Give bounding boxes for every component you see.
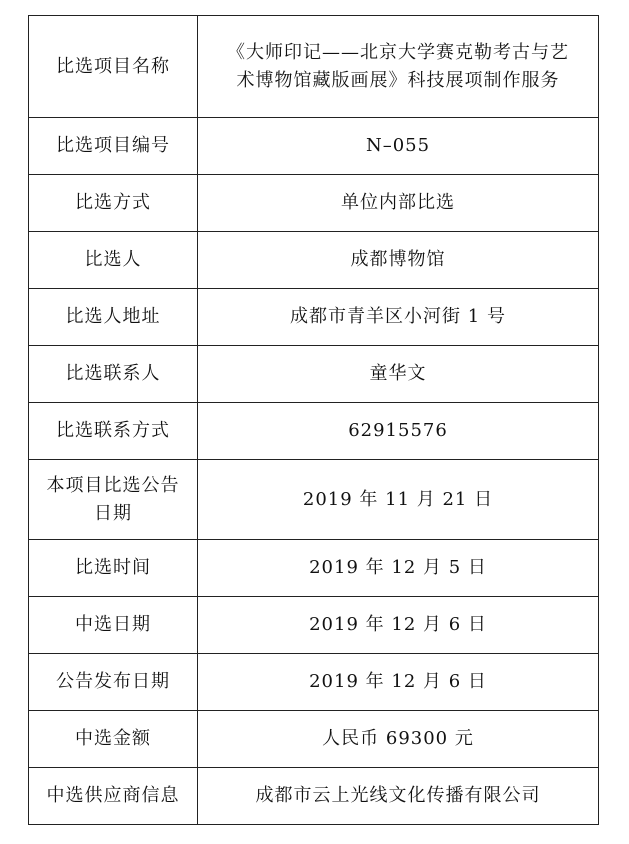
- label-cell: [29, 654, 198, 711]
- row-value: 童华文: [369, 363, 427, 384]
- value-cell: [198, 768, 599, 825]
- value-cell: [198, 403, 599, 460]
- row-label: 本项目比选公告 日期: [46, 474, 180, 524]
- label-cell: [29, 118, 198, 175]
- table-row-award-amount: [29, 711, 599, 768]
- label-cell: [29, 232, 198, 289]
- label-cell: [29, 768, 198, 825]
- value-cell: [198, 175, 599, 232]
- row-value: 成都博物馆: [350, 249, 446, 270]
- table-row-project-number: [29, 118, 599, 175]
- value-cell: [198, 232, 599, 289]
- table-row-announcement-date: [29, 460, 599, 540]
- value-cell: [198, 460, 599, 540]
- table-row-selection-method: [29, 175, 599, 232]
- row-value: N–055: [365, 135, 431, 156]
- value-cell: [198, 346, 599, 403]
- row-value: 2019 年 11 月 21 日: [302, 488, 494, 510]
- row-value: 2019 年 12 月 5 日: [309, 557, 487, 578]
- row-label: 比选项目名称: [56, 55, 170, 77]
- value-cell: [198, 540, 599, 597]
- label-cell: [29, 16, 198, 118]
- row-value: 单位内部比选: [341, 192, 455, 213]
- label-cell: [29, 175, 198, 232]
- table-row-publish-date: [29, 654, 599, 711]
- value-cell: [198, 711, 599, 768]
- row-value: 《大师印记——北京大学赛克勒考古与艺 术博物馆藏版画展》科技展项制作服务: [227, 41, 569, 91]
- row-label: 比选联系人: [65, 363, 161, 384]
- row-value: 2019 年 12 月 6 日: [309, 614, 487, 635]
- row-label: 中选日期: [75, 614, 151, 635]
- row-label: 中选金额: [75, 728, 151, 749]
- label-cell: [29, 460, 198, 540]
- value-cell: [198, 654, 599, 711]
- row-value: 成都市青羊区小河街 1 号: [290, 306, 506, 327]
- row-value: 成都市云上光线文化传播有限公司: [255, 785, 541, 806]
- label-cell: [29, 540, 198, 597]
- table-row-contact-phone: [29, 403, 599, 460]
- label-cell: [29, 346, 198, 403]
- procurement-info-table: [28, 15, 599, 825]
- row-value: 2019 年 12 月 6 日: [309, 671, 487, 692]
- row-value: 62915576: [348, 420, 448, 441]
- row-label: 比选联系方式: [56, 420, 170, 441]
- table-row-selection-time: [29, 540, 599, 597]
- table-row-award-date: [29, 597, 599, 654]
- row-label: 比选时间: [75, 557, 151, 578]
- value-cell: [198, 597, 599, 654]
- value-cell: [198, 289, 599, 346]
- table-row-supplier-info: [29, 768, 599, 825]
- table-row-selector: [29, 232, 599, 289]
- value-cell: [198, 16, 599, 118]
- table-row-project-name: [29, 16, 599, 118]
- row-label: 比选人地址: [65, 306, 161, 327]
- label-cell: [29, 289, 198, 346]
- label-cell: [29, 403, 198, 460]
- table-row-contact-person: [29, 346, 599, 403]
- row-label: 比选人: [84, 249, 142, 270]
- row-label: 公告发布日期: [56, 671, 170, 692]
- value-cell: [198, 118, 599, 175]
- table-row-selector-address: [29, 289, 599, 346]
- label-cell: [29, 597, 198, 654]
- row-label: 比选项目编号: [56, 135, 170, 156]
- label-cell: [29, 711, 198, 768]
- row-label: 中选供应商信息: [46, 785, 180, 806]
- row-value: 人民币 69300 元: [322, 728, 474, 749]
- row-label: 比选方式: [75, 192, 151, 213]
